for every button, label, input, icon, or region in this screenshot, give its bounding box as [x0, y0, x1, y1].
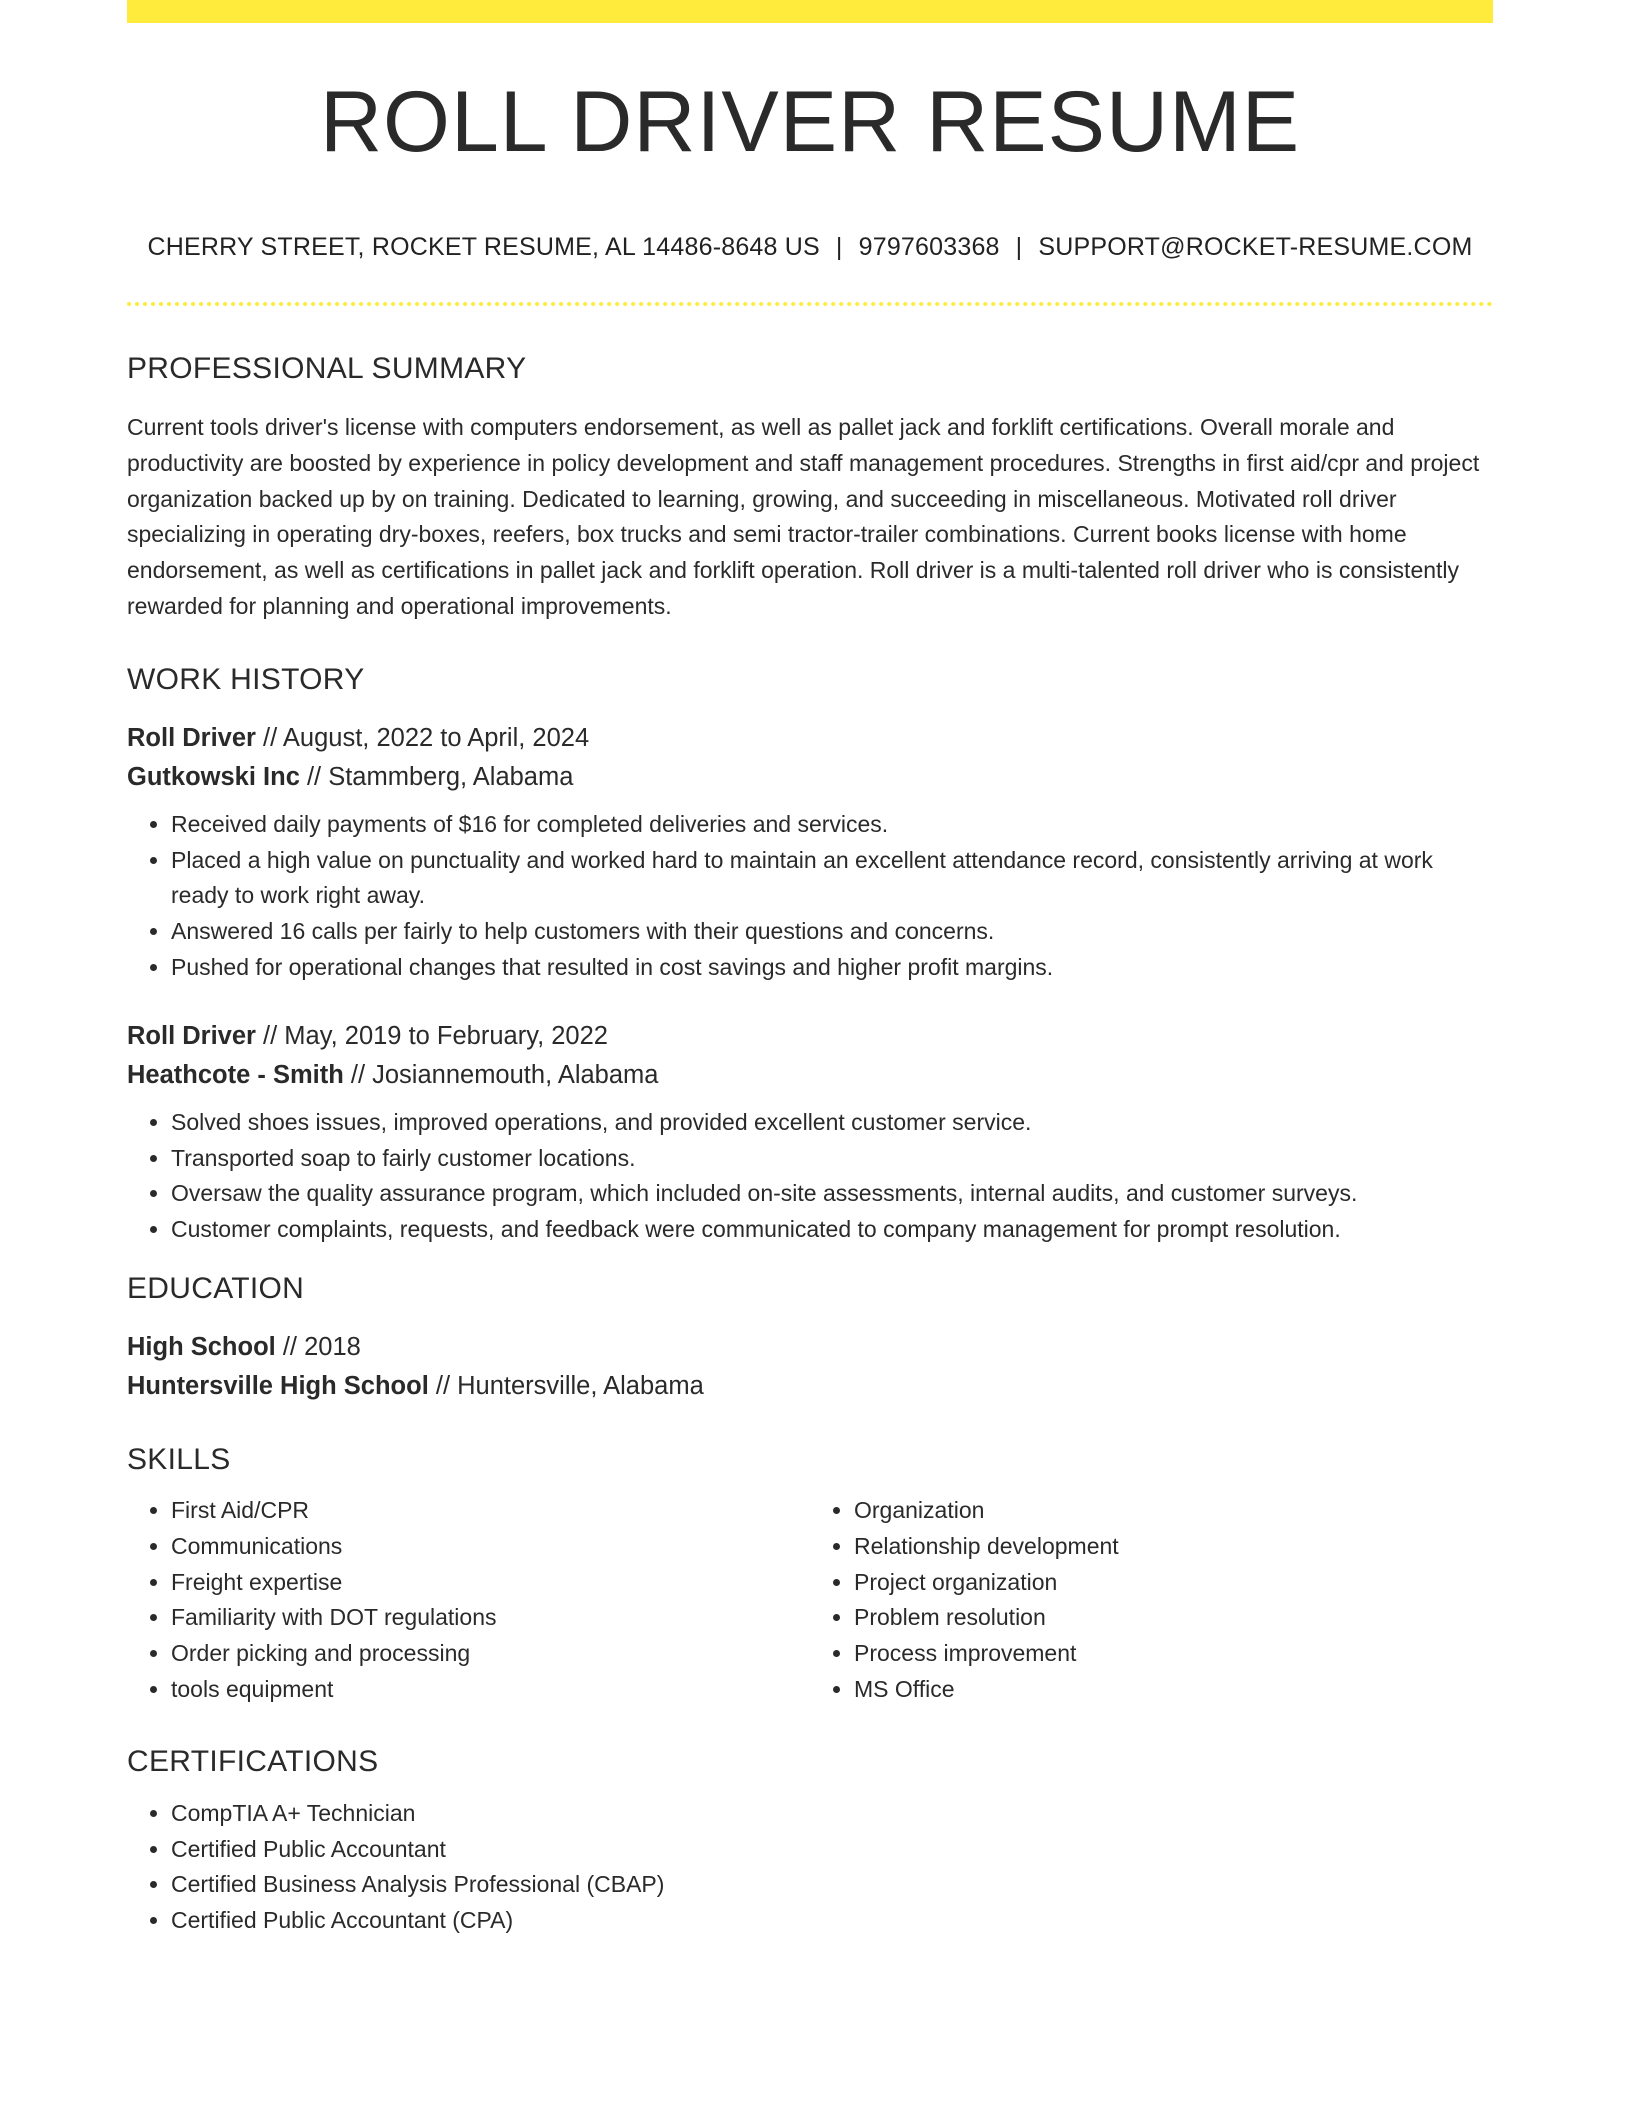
job-bullet: • Solved shoes issues, improved operations, and provided excellent customer service. [171, 1105, 1493, 1141]
skill-item: • Organization [854, 1493, 1493, 1529]
skill-item: • Communications [171, 1529, 810, 1565]
job-entry [127, 719, 1493, 986]
certifications-heading: CERTIFICATIONS [127, 1744, 379, 1778]
education-location: // Huntersville, Alabama [428, 1371, 704, 1400]
job-company-line [127, 1056, 1493, 1095]
skill-item: • Problem resolution [854, 1600, 1493, 1636]
resume-title: ROLL DRIVER RESUME [319, 74, 1301, 170]
certifications-list [127, 1796, 1493, 1939]
dotted-divider [127, 302, 1493, 306]
job-bullets [127, 807, 1493, 986]
email: SUPPORT@ROCKET-RESUME.COM [1038, 233, 1473, 261]
skill-item: • First Aid/CPR [171, 1493, 810, 1529]
contact-line [127, 233, 1493, 262]
job-location: // Josiannemouth, Alabama [343, 1060, 659, 1089]
skill-item: • Familiarity with DOT regulations [171, 1600, 810, 1636]
certification-item: • Certified Public Accountant (CPA) [171, 1903, 1493, 1939]
skills-columns [127, 1493, 1493, 1708]
job-bullet: • Pushed for operational changes that resulted in cost savings and higher profit margins. [171, 950, 1493, 986]
skill-item: • MS Office [854, 1672, 1493, 1708]
job-bullet: • Oversaw the quality assurance program, which included on-site assessments, internal audits, and customer surveys. [171, 1176, 1493, 1212]
job-bullet: • Customer complaints, requests, and feedback were communicated to company management for prompt resolution. [171, 1212, 1493, 1248]
job-company-line [127, 758, 1493, 797]
skills-list-right [810, 1493, 1493, 1708]
address: CHERRY STREET, ROCKET RESUME, AL 14486-8648 US [147, 233, 820, 261]
education-school-line [127, 1367, 1493, 1406]
job-role-line [127, 1017, 1493, 1056]
job-bullet: • Answered 16 calls per fairly to help customers with their questions and concerns. [171, 914, 1493, 950]
job-bullets [127, 1105, 1493, 1248]
summary-heading: PROFESSIONAL SUMMARY [127, 352, 527, 385]
job-dates: // May, 2019 to February, 2022 [255, 1021, 608, 1050]
job-role: Roll Driver [127, 723, 256, 752]
education-entry [127, 1328, 1493, 1406]
education-degree: High School [127, 1332, 276, 1361]
skills-list-left [127, 1493, 810, 1708]
job-dates: // August, 2022 to April, 2024 [255, 723, 590, 752]
education-heading: EDUCATION [127, 1271, 305, 1305]
education-school: Huntersville High School [127, 1371, 429, 1400]
top-accent-bar [127, 0, 1493, 23]
skill-item: • Project organization [854, 1565, 1493, 1601]
contact-separator: | [835, 233, 843, 261]
skill-item: • Order picking and processing [171, 1636, 810, 1672]
skill-item: • tools equipment [171, 1672, 810, 1708]
certification-item: • CompTIA A+ Technician [171, 1796, 1493, 1832]
job-location: // Stammberg, Alabama [299, 762, 574, 791]
job-bullet: • Transported soap to fairly customer locations. [171, 1141, 1493, 1177]
job-bullet: • Placed a high value on punctuality and worked hard to maintain an excellent attendance record, consistently arriving at work ready to work right away. [171, 843, 1493, 915]
phone: 9797603368 [858, 233, 1000, 261]
job-bullet: • Received daily payments of $16 for completed deliveries and services. [171, 807, 1493, 843]
work-history-heading: WORK HISTORY [127, 662, 365, 696]
skill-item: • Process improvement [854, 1636, 1493, 1672]
skill-item: • Freight expertise [171, 1565, 810, 1601]
education-year: // 2018 [275, 1332, 361, 1361]
skills-heading: SKILLS [127, 1442, 231, 1476]
education-degree-line [127, 1328, 1493, 1367]
job-role-line [127, 719, 1493, 758]
certification-item: • Certified Public Accountant [171, 1832, 1493, 1868]
skill-item: • Relationship development [854, 1529, 1493, 1565]
summary-text: Current tools driver's license with computers endorsement, as well as pallet jack and forklift certifications. Overall morale and productivity are boosted by experience in policy development and staff management procedures. Strengths in first aid/cpr and project organization backed up by on training. Dedicated to learning, growing, and succeeding in miscellaneous. Motivated roll driver specializing in operating dry-boxes, reefers, box trucks and semi tractor-trailer combinations. Current books license with home endorsement, as well as certifications in pallet jack and forklift operation. Roll driver is a multi-talented roll driver who is consistently rewarded for planning and operational improvements. [127, 414, 1480, 619]
job-role: Roll Driver [127, 1021, 256, 1050]
resume-page [127, 0, 1493, 1939]
job-company: Heathcote - Smith [127, 1060, 344, 1089]
contact-separator: | [1015, 233, 1023, 261]
job-company: Gutkowski Inc [127, 762, 300, 791]
certification-item: • Certified Business Analysis Professional (CBAP) [171, 1867, 1493, 1903]
job-entry [127, 1017, 1493, 1248]
